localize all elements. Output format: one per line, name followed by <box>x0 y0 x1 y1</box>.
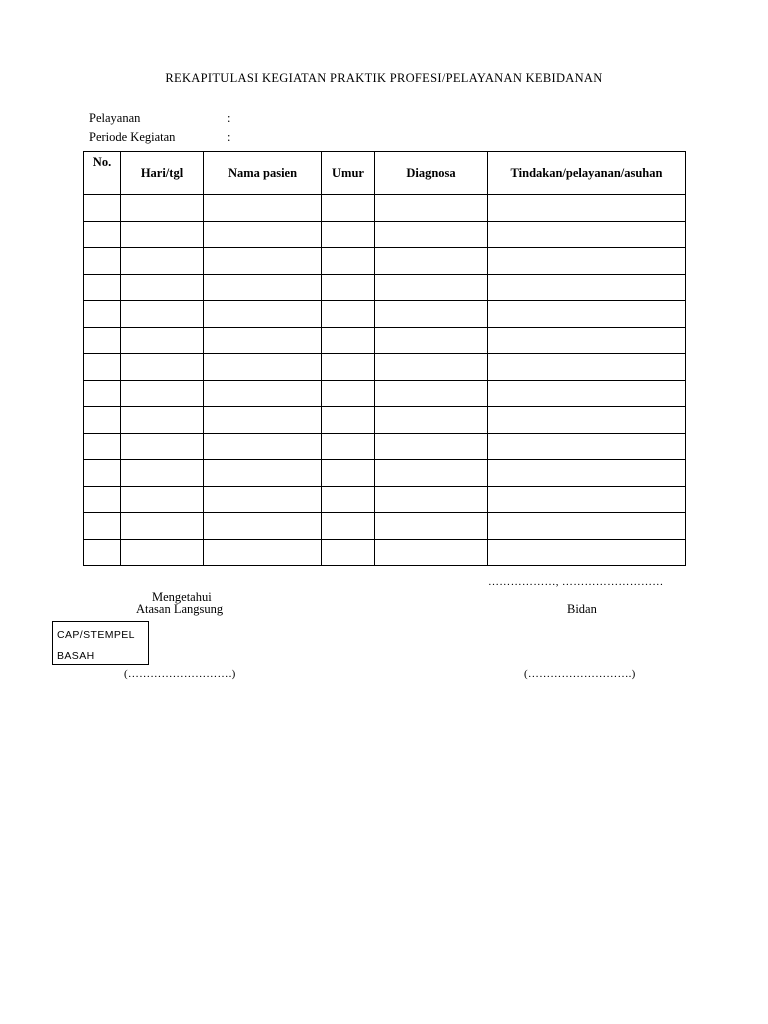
table-cell[interactable] <box>488 327 686 354</box>
table-cell[interactable] <box>121 327 204 354</box>
bidan-name-blank: (……………………….) <box>524 668 636 680</box>
header-no: No. <box>84 152 121 195</box>
table-cell[interactable] <box>322 274 375 301</box>
table-cell[interactable] <box>121 221 204 248</box>
table-header-row <box>84 152 686 195</box>
table-cell[interactable] <box>84 221 121 248</box>
table-cell[interactable] <box>375 301 488 328</box>
table-cell[interactable] <box>322 460 375 487</box>
table-cell[interactable] <box>121 195 204 222</box>
table-row <box>84 539 686 566</box>
table-cell[interactable] <box>488 354 686 381</box>
table-cell[interactable] <box>204 460 322 487</box>
table-cell[interactable] <box>204 301 322 328</box>
table-cell[interactable] <box>204 407 322 434</box>
periode-row <box>89 130 230 145</box>
table-cell[interactable] <box>488 221 686 248</box>
table-cell[interactable] <box>84 327 121 354</box>
table-cell[interactable] <box>204 513 322 540</box>
table-cell[interactable] <box>204 195 322 222</box>
table-cell[interactable] <box>375 380 488 407</box>
table-body <box>84 195 686 566</box>
table-cell[interactable] <box>84 486 121 513</box>
table-row <box>84 301 686 328</box>
table-cell[interactable] <box>488 486 686 513</box>
table-cell[interactable] <box>322 327 375 354</box>
table-cell[interactable] <box>204 274 322 301</box>
table-cell[interactable] <box>488 539 686 566</box>
table-cell[interactable] <box>121 433 204 460</box>
table-row <box>84 274 686 301</box>
table-cell[interactable] <box>488 301 686 328</box>
table-cell[interactable] <box>84 513 121 540</box>
table-cell[interactable] <box>322 195 375 222</box>
table-cell[interactable] <box>375 354 488 381</box>
table-cell[interactable] <box>375 407 488 434</box>
table-row <box>84 380 686 407</box>
table-cell[interactable] <box>375 327 488 354</box>
table-cell[interactable] <box>322 486 375 513</box>
periode-colon: : <box>227 130 231 144</box>
table-row <box>84 486 686 513</box>
table-cell[interactable] <box>375 539 488 566</box>
table-cell[interactable] <box>375 433 488 460</box>
table-cell[interactable] <box>121 248 204 275</box>
page-title: REKAPITULASI KEGIATAN PRAKTIK PROFESI/PELAYANAN KEBIDANAN <box>165 71 603 85</box>
table-cell[interactable] <box>121 539 204 566</box>
pelayanan-label: Pelayanan <box>89 111 141 125</box>
table-cell[interactable] <box>488 274 686 301</box>
pelayanan-row <box>89 111 230 126</box>
table-cell[interactable] <box>84 195 121 222</box>
table-cell[interactable] <box>322 539 375 566</box>
periode-label: Periode Kegiatan <box>89 130 176 144</box>
table-cell[interactable] <box>84 301 121 328</box>
table-cell[interactable] <box>84 354 121 381</box>
table-cell[interactable] <box>84 433 121 460</box>
table-row <box>84 513 686 540</box>
stamp-box <box>52 621 149 665</box>
rekap-table <box>83 151 686 566</box>
table-row <box>84 433 686 460</box>
header-nama-pasien: Nama pasien <box>204 152 322 195</box>
stamp-text-line2: BASAH <box>57 650 95 662</box>
atasan-name-blank: (……………………….) <box>124 668 236 680</box>
table-cell[interactable] <box>121 486 204 513</box>
table-cell[interactable] <box>322 407 375 434</box>
table-cell[interactable] <box>488 248 686 275</box>
stamp-text-line1: CAP/STEMPEL <box>57 629 135 641</box>
table-row <box>84 195 686 222</box>
table-cell[interactable] <box>121 513 204 540</box>
atasan-langsung-label: Atasan Langsung <box>136 602 224 616</box>
mengetahui-label: Mengetahui <box>152 590 212 604</box>
table-cell[interactable] <box>488 433 686 460</box>
table-cell[interactable] <box>84 274 121 301</box>
table-cell[interactable] <box>322 513 375 540</box>
table-cell[interactable] <box>322 221 375 248</box>
table-cell[interactable] <box>322 380 375 407</box>
table-cell[interactable] <box>204 380 322 407</box>
table-cell[interactable] <box>204 486 322 513</box>
table-cell[interactable] <box>84 380 121 407</box>
header-hari-tgl: Hari/tgl <box>121 152 204 195</box>
table-cell[interactable] <box>322 433 375 460</box>
table-cell[interactable] <box>204 248 322 275</box>
table-row <box>84 354 686 381</box>
table-cell[interactable] <box>375 460 488 487</box>
table-cell[interactable] <box>488 407 686 434</box>
table-cell[interactable] <box>204 433 322 460</box>
table-cell[interactable] <box>322 301 375 328</box>
signature-date-line: ………………, ……………………… <box>488 576 664 588</box>
table-cell[interactable] <box>121 354 204 381</box>
table-cell[interactable] <box>204 221 322 248</box>
table-cell[interactable] <box>121 407 204 434</box>
table-cell[interactable] <box>375 248 488 275</box>
table-cell[interactable] <box>322 248 375 275</box>
table-cell[interactable] <box>488 460 686 487</box>
pelayanan-colon: : <box>227 111 231 125</box>
table-cell[interactable] <box>121 274 204 301</box>
table-cell[interactable] <box>204 354 322 381</box>
table-cell[interactable] <box>204 327 322 354</box>
table-row <box>84 248 686 275</box>
table-cell[interactable] <box>375 513 488 540</box>
table-row <box>84 407 686 434</box>
table-cell[interactable] <box>488 380 686 407</box>
table-row <box>84 221 686 248</box>
table-cell[interactable] <box>204 539 322 566</box>
table-cell[interactable] <box>121 380 204 407</box>
table-cell[interactable] <box>488 195 686 222</box>
table-cell[interactable] <box>375 195 488 222</box>
table-cell[interactable] <box>84 460 121 487</box>
table-row <box>84 327 686 354</box>
table-cell[interactable] <box>375 221 488 248</box>
table-row <box>84 460 686 487</box>
bidan-label: Bidan <box>567 602 597 616</box>
table-cell[interactable] <box>322 354 375 381</box>
table-cell[interactable] <box>84 248 121 275</box>
header-diagnosa: Diagnosa <box>375 152 488 195</box>
table-cell[interactable] <box>375 274 488 301</box>
table-cell[interactable] <box>375 486 488 513</box>
header-tindakan: Tindakan/pelayanan/asuhan <box>488 152 686 195</box>
header-umur: Umur <box>322 152 375 195</box>
table-cell[interactable] <box>84 407 121 434</box>
table-cell[interactable] <box>121 460 204 487</box>
table-cell[interactable] <box>84 539 121 566</box>
table-cell[interactable] <box>121 301 204 328</box>
table-cell[interactable] <box>488 513 686 540</box>
